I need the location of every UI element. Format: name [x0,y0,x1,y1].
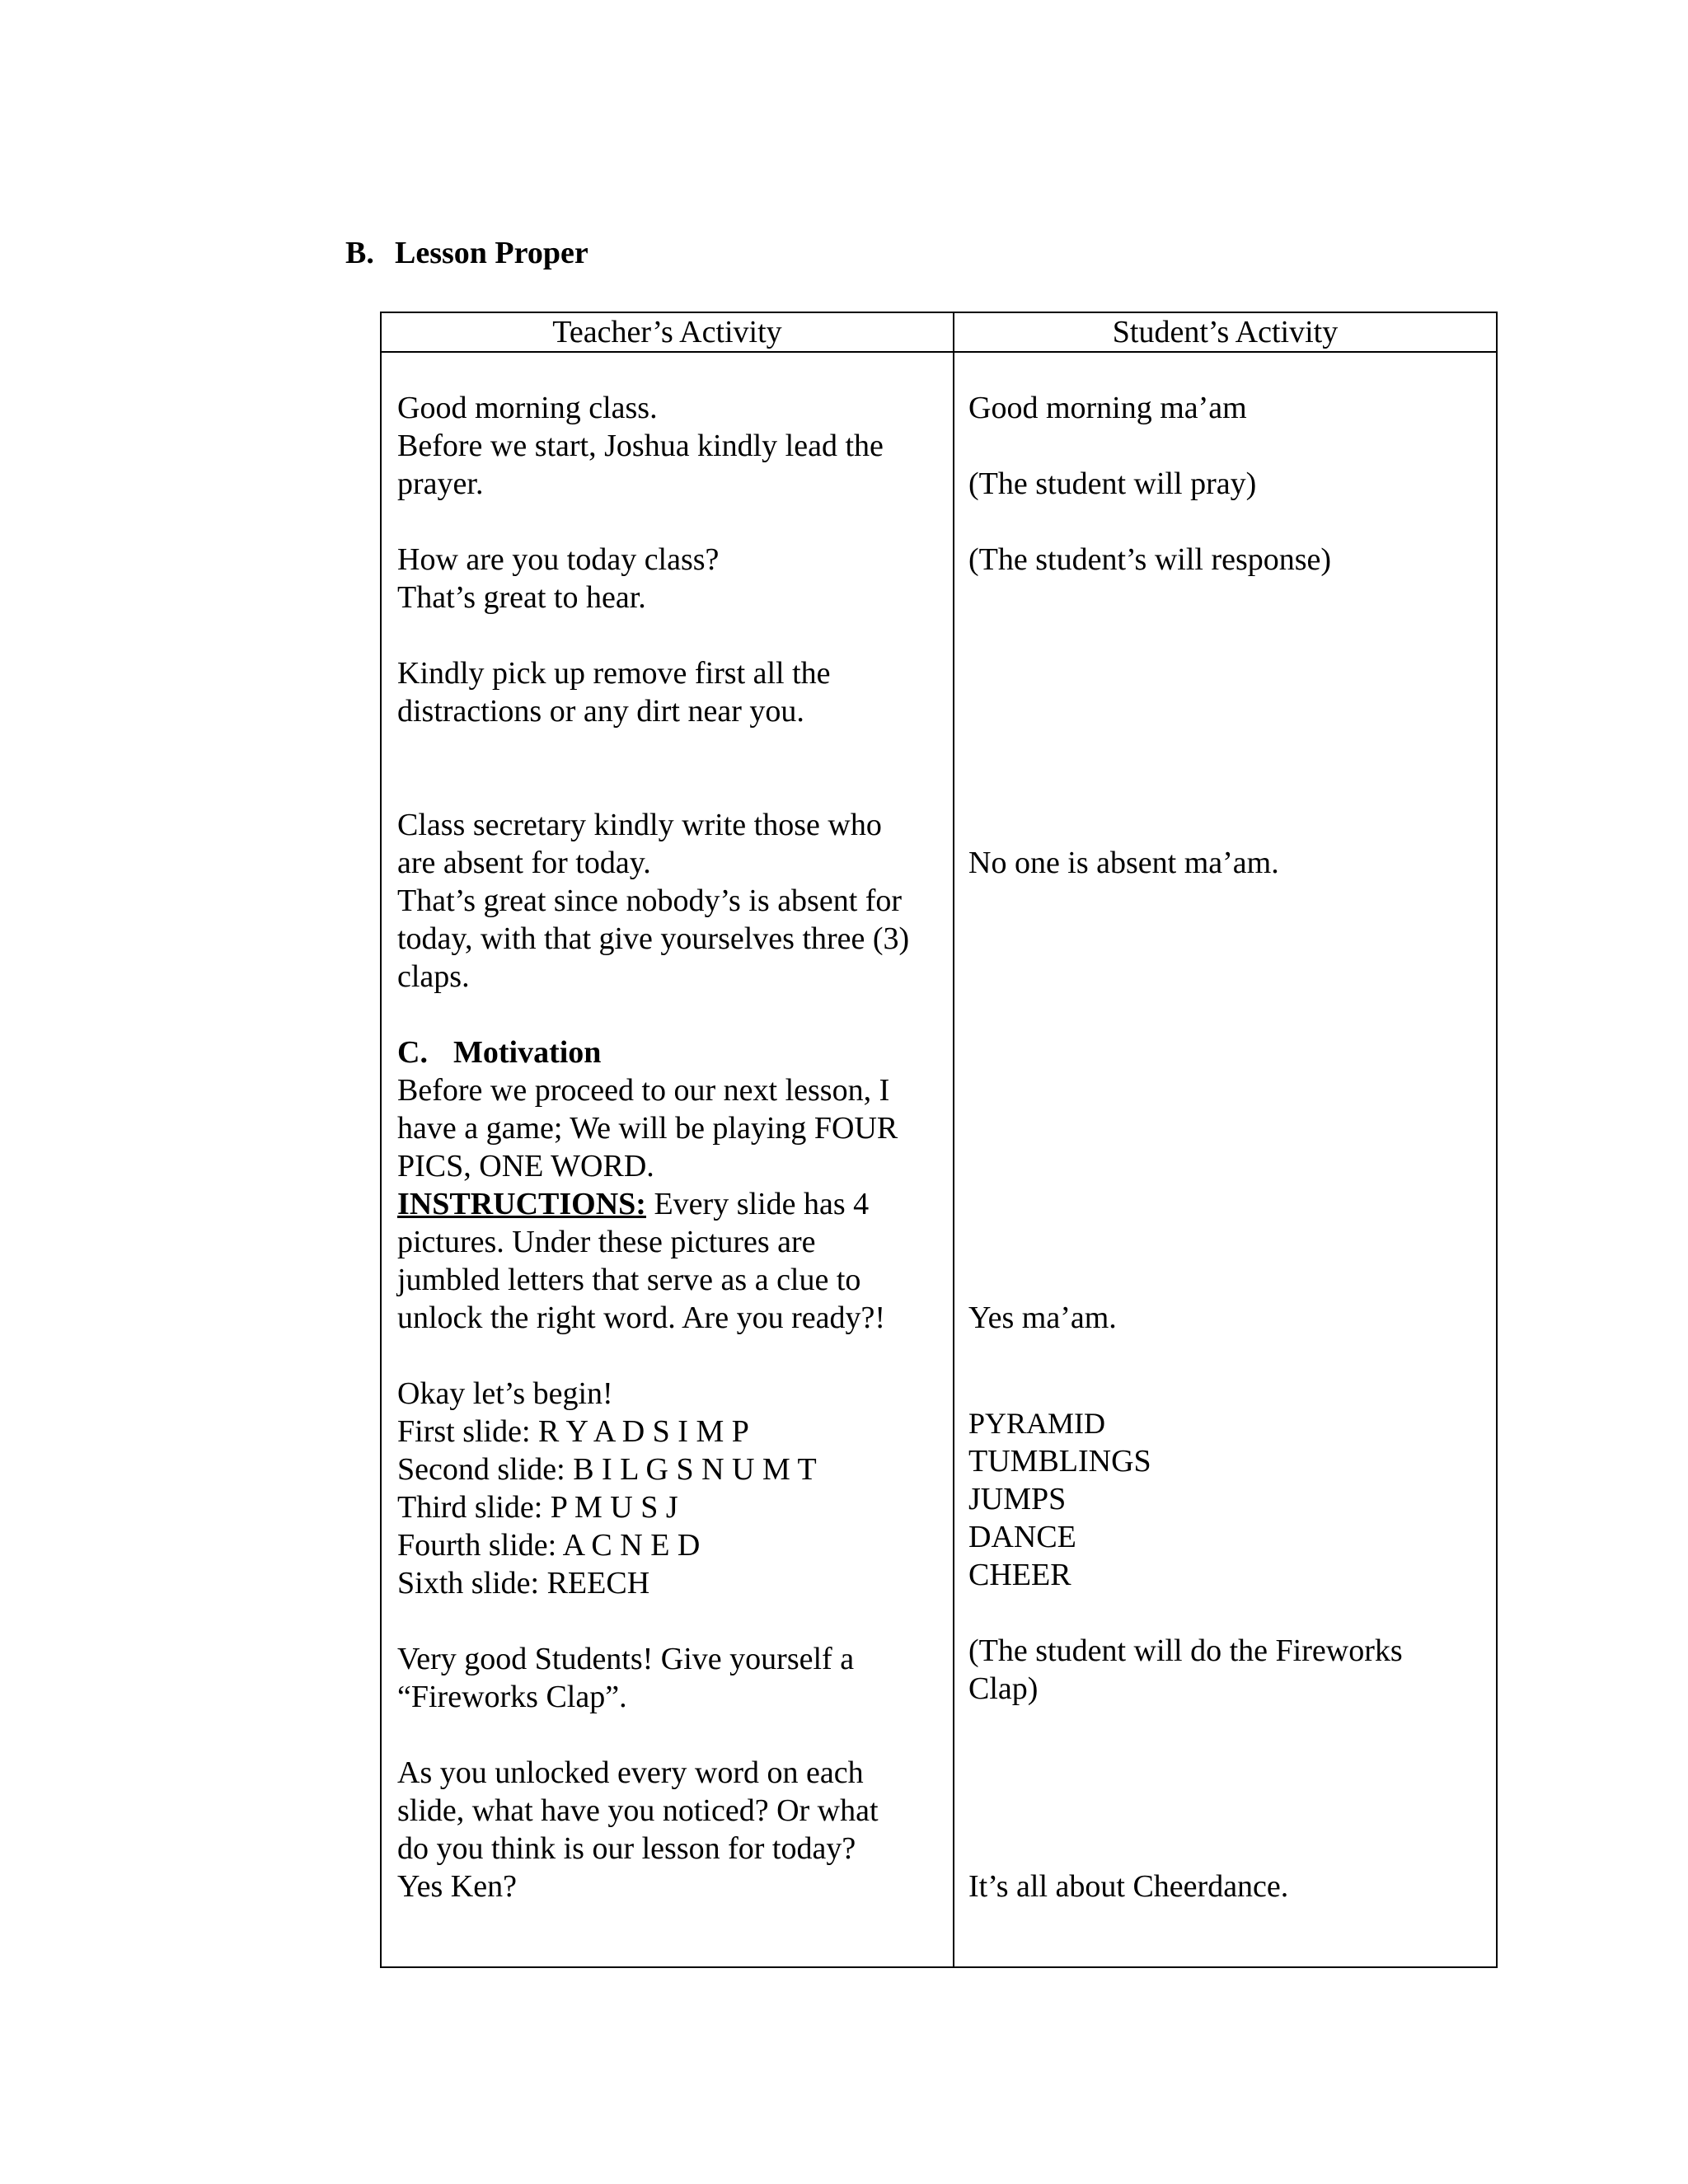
student-ready: Yes ma’am. [968,1301,1117,1335]
column-divider [953,313,954,1966]
teacher-nobody-line: today, with that give yourselves three (3) [397,921,910,956]
teacher-greeting: Good morning class. [397,391,658,425]
slide-clue: Fourth slide: A C N E D [397,1528,701,1563]
teacher-noticed-line: Yes Ken? [397,1869,517,1904]
header-divider [382,351,1496,353]
teacher-noticed-line: slide, what have you noticed? Or what [397,1793,879,1828]
teacher-secretary-line: Class secretary kindly write those who [397,808,882,842]
slide-clue: Second slide: B I L G S N U M T [397,1452,817,1487]
student-answer: JUMPS [968,1482,1067,1516]
slide-clue: First slide: R Y A D S I M P [397,1414,749,1449]
student-lesson-answer: It’s all about Cheerdance. [968,1869,1289,1904]
teacher-pickup-line: distractions or any dirt near you. [397,694,804,729]
teacher-nobody-line: claps. [397,959,470,994]
lesson-table [380,312,1498,1968]
teacher-game-line: have a game; We will be playing FOUR [397,1111,898,1146]
instructions-text: Every slide has 4 [645,1187,870,1221]
teacher-instructions-line: pictures. Under these pictures are [397,1225,816,1259]
student-answer: TUMBLINGS [968,1444,1151,1479]
teacher-game-line: Before we proceed to our next lesson, I [397,1073,890,1108]
student-response: (The student’s will response) [968,542,1332,577]
motivation-title: Motivation [453,1035,602,1070]
instructions-label: INSTRUCTIONS: [397,1187,646,1221]
teacher-pickup-line: Kindly pick up remove first all the [397,656,831,691]
motivation-letter: C. [397,1035,428,1070]
teacher-game-line: PICS, ONE WORD. [397,1149,654,1183]
teacher-prayer-line: Before we start, Joshua kindly lead the [397,429,884,463]
section-heading [345,232,588,274]
student-answer: CHEER [968,1558,1071,1592]
teacher-fireworks-line: Very good Students! Give yourself a [397,1642,855,1676]
motivation-heading [397,1033,601,1071]
student-fireworks-line: (The student will do the Fireworks [968,1633,1403,1668]
student-greeting: Good morning ma’am [968,391,1247,425]
student-column-header: Student’s Activity [1112,315,1339,349]
teacher-nobody-line: That’s great since nobody’s is absent for [397,883,903,918]
teacher-instructions-line: unlock the right word. Are you ready?! [397,1301,885,1335]
student-answer: PYRAMID [968,1407,1106,1440]
section-title: Lesson Proper [395,236,588,270]
teacher-secretary-line: are absent for today. [397,846,651,880]
teacher-noticed-line: do you think is our lesson for today? [397,1831,856,1866]
student-absent: No one is absent ma’am. [968,846,1279,880]
teacher-prayer-line: prayer. [397,466,484,501]
teacher-column-header: Teacher’s Activity [552,315,782,349]
teacher-begin: Okay let’s begin! [397,1376,613,1411]
student-answer: DANCE [968,1520,1076,1554]
teacher-fireworks-line: “Fireworks Clap”. [397,1680,627,1714]
slide-clue: Third slide: P M U S J [397,1490,678,1525]
teacher-instructions-line [397,1185,869,1223]
section-letter: B. [345,236,374,270]
slide-clue: Sixth slide: REECH [397,1566,650,1601]
teacher-how-are-you: How are you today class? [397,542,720,577]
teacher-noticed-line: As you unlocked every word on each [397,1755,864,1790]
student-pray: (The student will pray) [968,466,1257,501]
student-fireworks-line: Clap) [968,1671,1039,1706]
teacher-great-to-hear: That’s great to hear. [397,580,646,615]
teacher-instructions-line: jumbled letters that serve as a clue to [397,1263,861,1297]
